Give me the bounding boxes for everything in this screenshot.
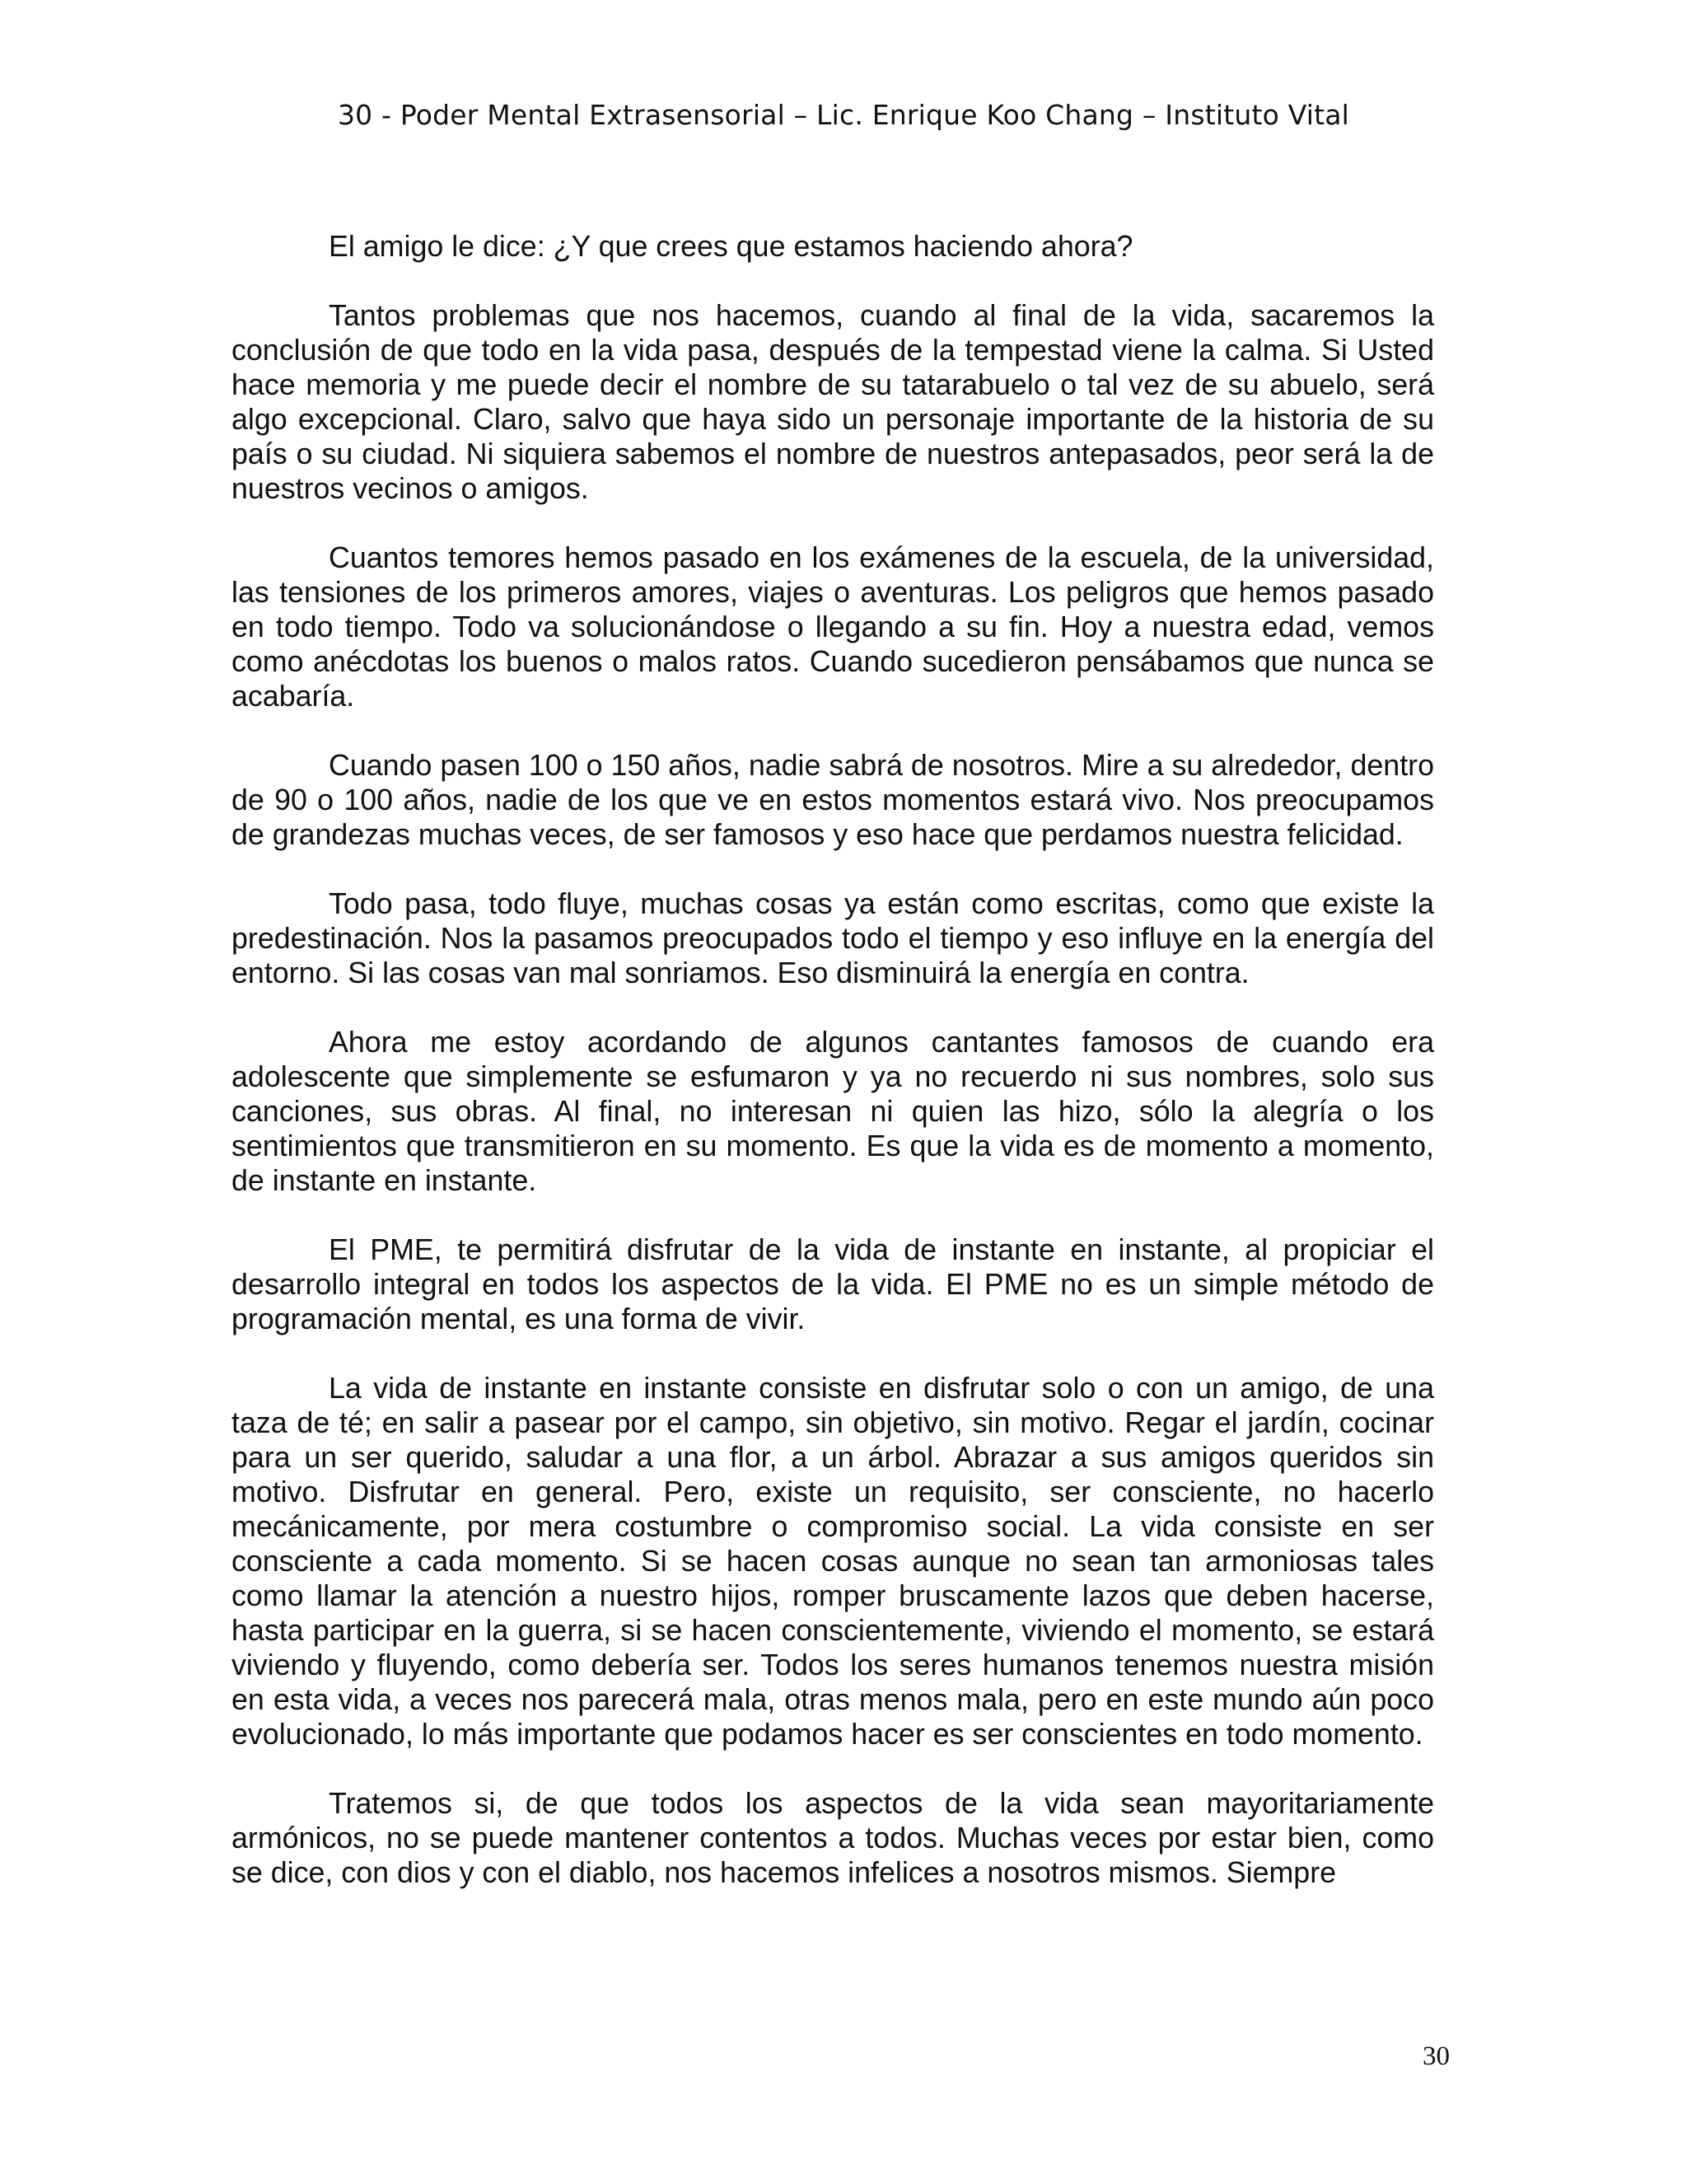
paragraph: Ahora me estoy acordando de algunos cantantes famosos de cuando era adolescente que simplemente se esfumaron y ya no recuerdo ni sus nombres, solo sus canciones, sus obras. Al final, no interesan ni quien las hizo, sólo la alegría o los sentimientos que transmitieron en su momento. Es que la vida es de momento a momento, de instante en instante. [231, 1026, 1434, 1197]
paragraph: El PME, te permitirá disfrutar de la vida de instante en instante, al propiciar el desarrollo integral en todos los aspectos de la vida. El PME no es un simple método de programación mental, es una forma de vivir. [231, 1233, 1434, 1335]
page-number: 30 [1423, 2041, 1450, 2071]
running-header: 30 - Poder Mental Extrasensorial – Lic. Enrique Koo Chang – Instituto Vital [337, 99, 1350, 131]
paragraph: Cuantos temores hemos pasado en los exámenes de la escuela, de la universidad, las tensiones de los primeros amores, viajes o aventuras. Los peligros que hemos pasado en todo tiempo. Todo va solucionándose o llegando a su fin. Hoy a nuestra edad, vemos como anécdotas los buenos o malos ratos. Cuando sucedieron pensábamos que nunca se acabaría. [231, 541, 1434, 713]
paragraph: Cuando pasen 100 o 150 años, nadie sabrá de nosotros. Mire a su alrededor, dentro de 90 o 100 años, nadie de los que ve en estos momentos estará vivo. Nos preocupamos de grandezas muchas veces, de ser famosos y eso hace que perdamos nuestra felicidad. [231, 749, 1434, 851]
paragraph: Todo pasa, todo fluye, muchas cosas ya están como escritas, como que existe la predestinación. Nos la pasamos preocupados todo el tiempo y eso influye en la energía del entorno. Si las cosas van mal sonriamos. Eso disminuirá la energía en contra. [231, 887, 1434, 989]
paragraph: Tantos problemas que nos hacemos, cuando al final de la vida, sacaremos la conclusión de que todo en la vida pasa, después de la tempestad viene la calma. Si Usted hace memoria y me puede decir el nombre de su tatarabuelo o tal vez de su abuelo, será algo excepcional. Claro, salvo que haya sido un personaje importante de la historia de su país o su ciudad. Ni siquiera sabemos el nombre de nuestros antepasados, peor será la de nuestros vecinos o amigos. [231, 299, 1434, 505]
paragraph: La vida de instante en instante consiste en disfrutar solo o con un amigo, de una taza de té; en salir a pasear por el campo, sin objetivo, sin motivo. Regar el jardín, cocinar para un ser querido, saludar a una flor, a un árbol. Abrazar a sus amigos queridos sin motivo. Disfrutar en general. Pero, existe un requisito, ser consciente, no hacerlo mecánicamente, por mera costumbre o compromiso social. La vida consiste en ser consciente a cada momento. Si se hacen cosas aunque no sean tan armoniosas tales como llamar la atención a nuestro hijos, romper bruscamente lazos que deben hacerse, hasta participar en la guerra, si se hacen conscientemente, viviendo el momento, se estará viviendo y fluyendo, como debería ser. Todos los seres humanos tenemos nuestra misión en esta vida, a veces nos parecerá mala, otras menos mala, pero en este mundo aún poco evolucionado, lo más importante que podamos hacer es ser conscientes en todo momento. [231, 1372, 1434, 1751]
paragraph: Tratemos si, de que todos los aspectos de la vida sean mayoritariamente armónicos, no se puede mantener contentos a todos. Muchas veces por estar bien, como se dice, con dios y con el diablo, nos hacemos infelices a nosotros mismos. Siempre [231, 1787, 1434, 1889]
body-text [231, 229, 1434, 1890]
paragraph: El amigo le dice: ¿Y que crees que estamos haciendo ahora? [329, 230, 1133, 263]
